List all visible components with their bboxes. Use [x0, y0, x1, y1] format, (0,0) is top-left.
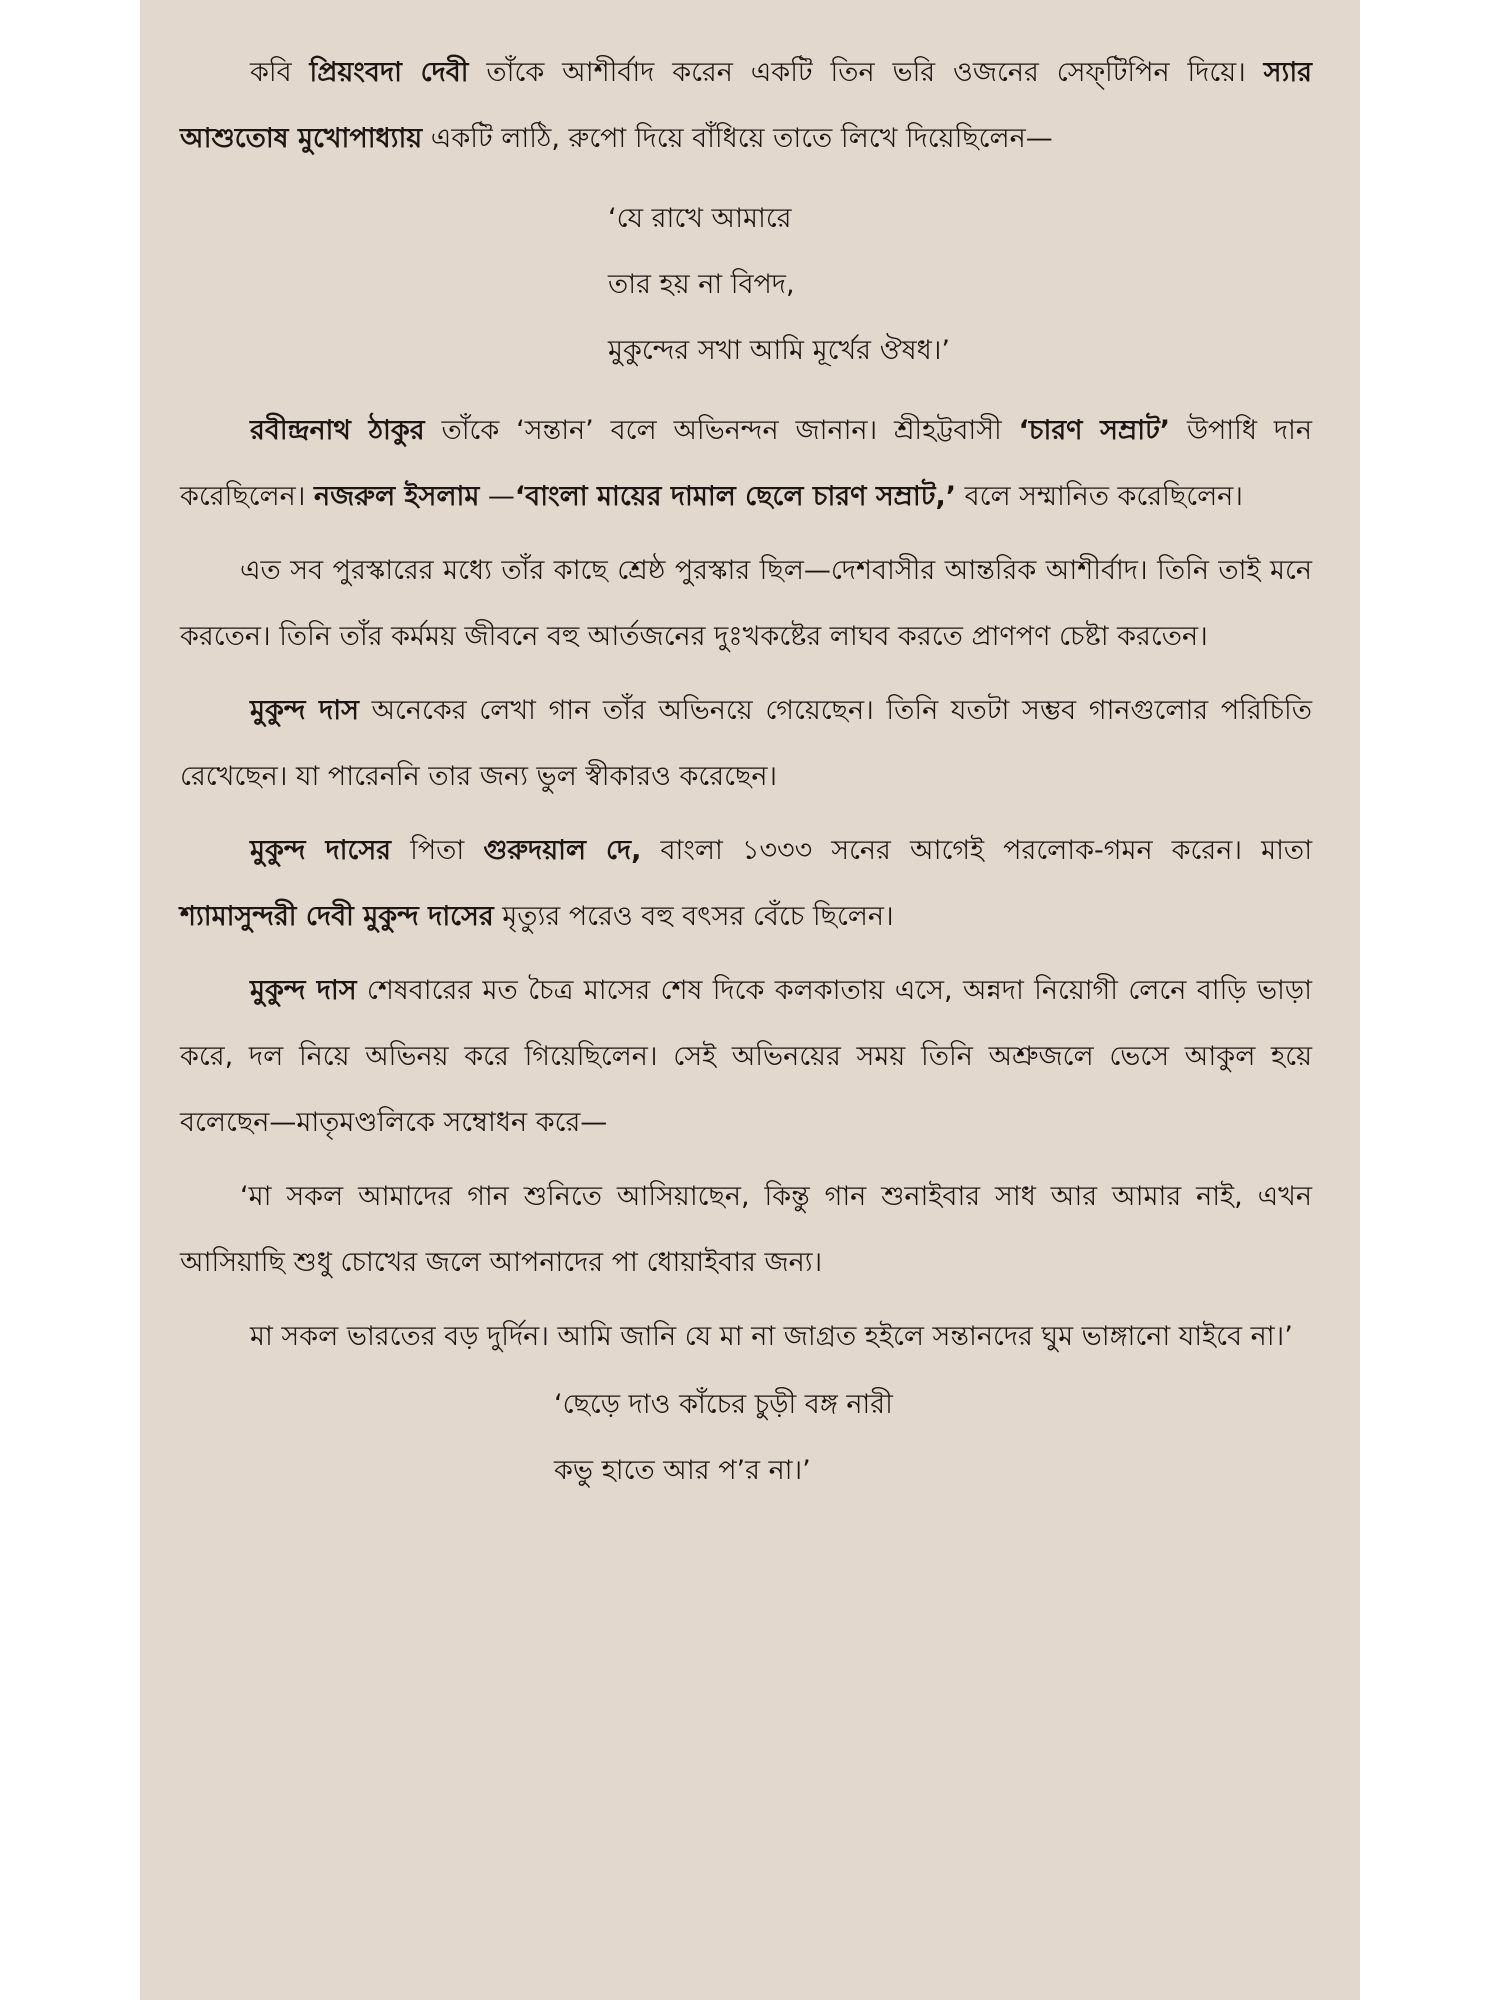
paragraph-1: [180, 40, 1312, 172]
text: একটি লাঠি, রুপো দিয়ে বাঁধিয়ে তাতে লিখে দিয়েছিলেন—: [422, 123, 1053, 154]
verse-line: মুকুন্দের সখা আমি মূর্খের ঔষধ।’: [608, 335, 951, 366]
title-charan-samrat: ‘চারণ সম্রাট’: [1018, 415, 1171, 446]
name-mukunda-daser: মুকুন্দ দাসের: [250, 835, 392, 866]
text: —: [479, 481, 515, 512]
text: শেষবারের মত চৈত্র মাসের শেষ দিকে কলকাতায় এসে, অন্নদা নিয়োগী লেনে বাড়ি ভাড়া করে, দল নিয়ে অভিনয় করে গিয়েছিলেন। সেই অভিনয়ের সময় তিনি অশ্রুজলে ভেসে আকুল হয়ে বলেছেন—মাতৃমণ্ডলিকে সম্বোধন করে—: [180, 975, 1312, 1138]
text: উপাধি দান করেছিলেন।: [180, 415, 1312, 512]
verse-1: [180, 186, 1312, 384]
text: বলে সম্মানিত করেছিলেন।: [955, 481, 1243, 512]
text: মৃত্যুর পরেও বহু বৎসর বেঁচে ছিলেন।: [493, 901, 894, 932]
name-gurudayal-de: গুরুদয়াল দে,: [483, 835, 642, 866]
text: বাংলা ১৩৩৩ সনের আগেই পরলোক-গমন করেন। মাতা: [641, 835, 1313, 866]
verse-2: [180, 1372, 1312, 1504]
book-page: [140, 0, 1360, 2000]
paragraph-5: [180, 818, 1312, 950]
text: অনেকের লেখা গান তাঁর অভিনয়ে গেয়েছেন। তিনি যতটা সম্ভব গানগুলোর পরিচিতি রেখেছেন। যা পারেননি তার জন্য ভুল স্বীকারও করেছেন।: [180, 695, 1313, 792]
name-priyambada-debi: প্রিয়ংবদা দেবী: [309, 57, 469, 88]
quote-bangla-mayer: ‘বাংলা মায়ের দামাল ছেলে চারণ সম্রাট,’: [514, 481, 956, 512]
text: পিতা: [391, 835, 484, 866]
verse-line: কভু হাতে আর প’র না।’: [554, 1455, 811, 1486]
name-rabindranath-tagore: রবীন্দ্রনাথ ঠাকুর: [250, 415, 425, 446]
paragraph-4: [180, 678, 1312, 810]
verse-line: তার হয় না বিপদ,: [608, 269, 795, 300]
name-mukunda-das: মুকুন্দ দাস: [250, 695, 359, 726]
verse-line: ‘ছেড়ে দাও কাঁচের চুড়ী বঙ্গ নারী: [554, 1389, 893, 1420]
paragraph-6: [180, 958, 1312, 1156]
text: তাঁকে ‘সন্তান’ বলে অভিনন্দন জানান। শ্রীহট্টবাসী: [424, 415, 1019, 446]
name-mukunda-das: মুকুন্দ দাস: [250, 975, 357, 1006]
paragraph-2: [180, 398, 1312, 530]
name-shyamasundari-debi: শ্যামাসুন্দরী দেবী মুকুন্দ দাসের: [180, 901, 494, 932]
paragraph-7-quote: ‘মা সকল আমাদের গান শুনিতে আসিয়াছেন, কিন্তু গান শুনাইবার সাধ আর আমার নাই, এখন আসিয়াছি শুধু চোখের জলে আপনাদের পা ধোয়াইবার জন্য।: [180, 1181, 1312, 1278]
text: তাঁকে আশীর্বাদ করেন একটি তিন ভরি ওজনের সেফ্‌টিপিন দিয়ে।: [468, 57, 1264, 88]
name-ashutosh-mukhopadhyay: স্যার আশুতোষ মুখোপাধ্যায়: [180, 57, 1313, 154]
paragraph-8-quote: মা সকল ভারতের বড় দুর্দিন। আমি জানি যে মা না জাগ্রত হইলে সন্তানদের ঘুম ভাঙ্গানো যাইবে না।’: [250, 1321, 1293, 1352]
name-nazrul-islam: নজরুল ইসলাম: [314, 481, 480, 512]
verse-line: ‘যে রাখে আমারে: [608, 203, 792, 234]
paragraph-3: এত সব পুরস্কারের মধ্যে তাঁর কাছে শ্রেষ্ঠ পুরস্কার ছিল—দেশবাসীর আন্তরিক আশীর্বাদ। তিনি তাই মনে করতেন। তিনি তাঁর কর্মময় জীবনে বহু আর্তজনের দুঃখকষ্টের লাঘব করতে প্রাণপণ চেষ্টা করতেন।: [180, 555, 1312, 652]
text: কবি: [250, 57, 310, 88]
